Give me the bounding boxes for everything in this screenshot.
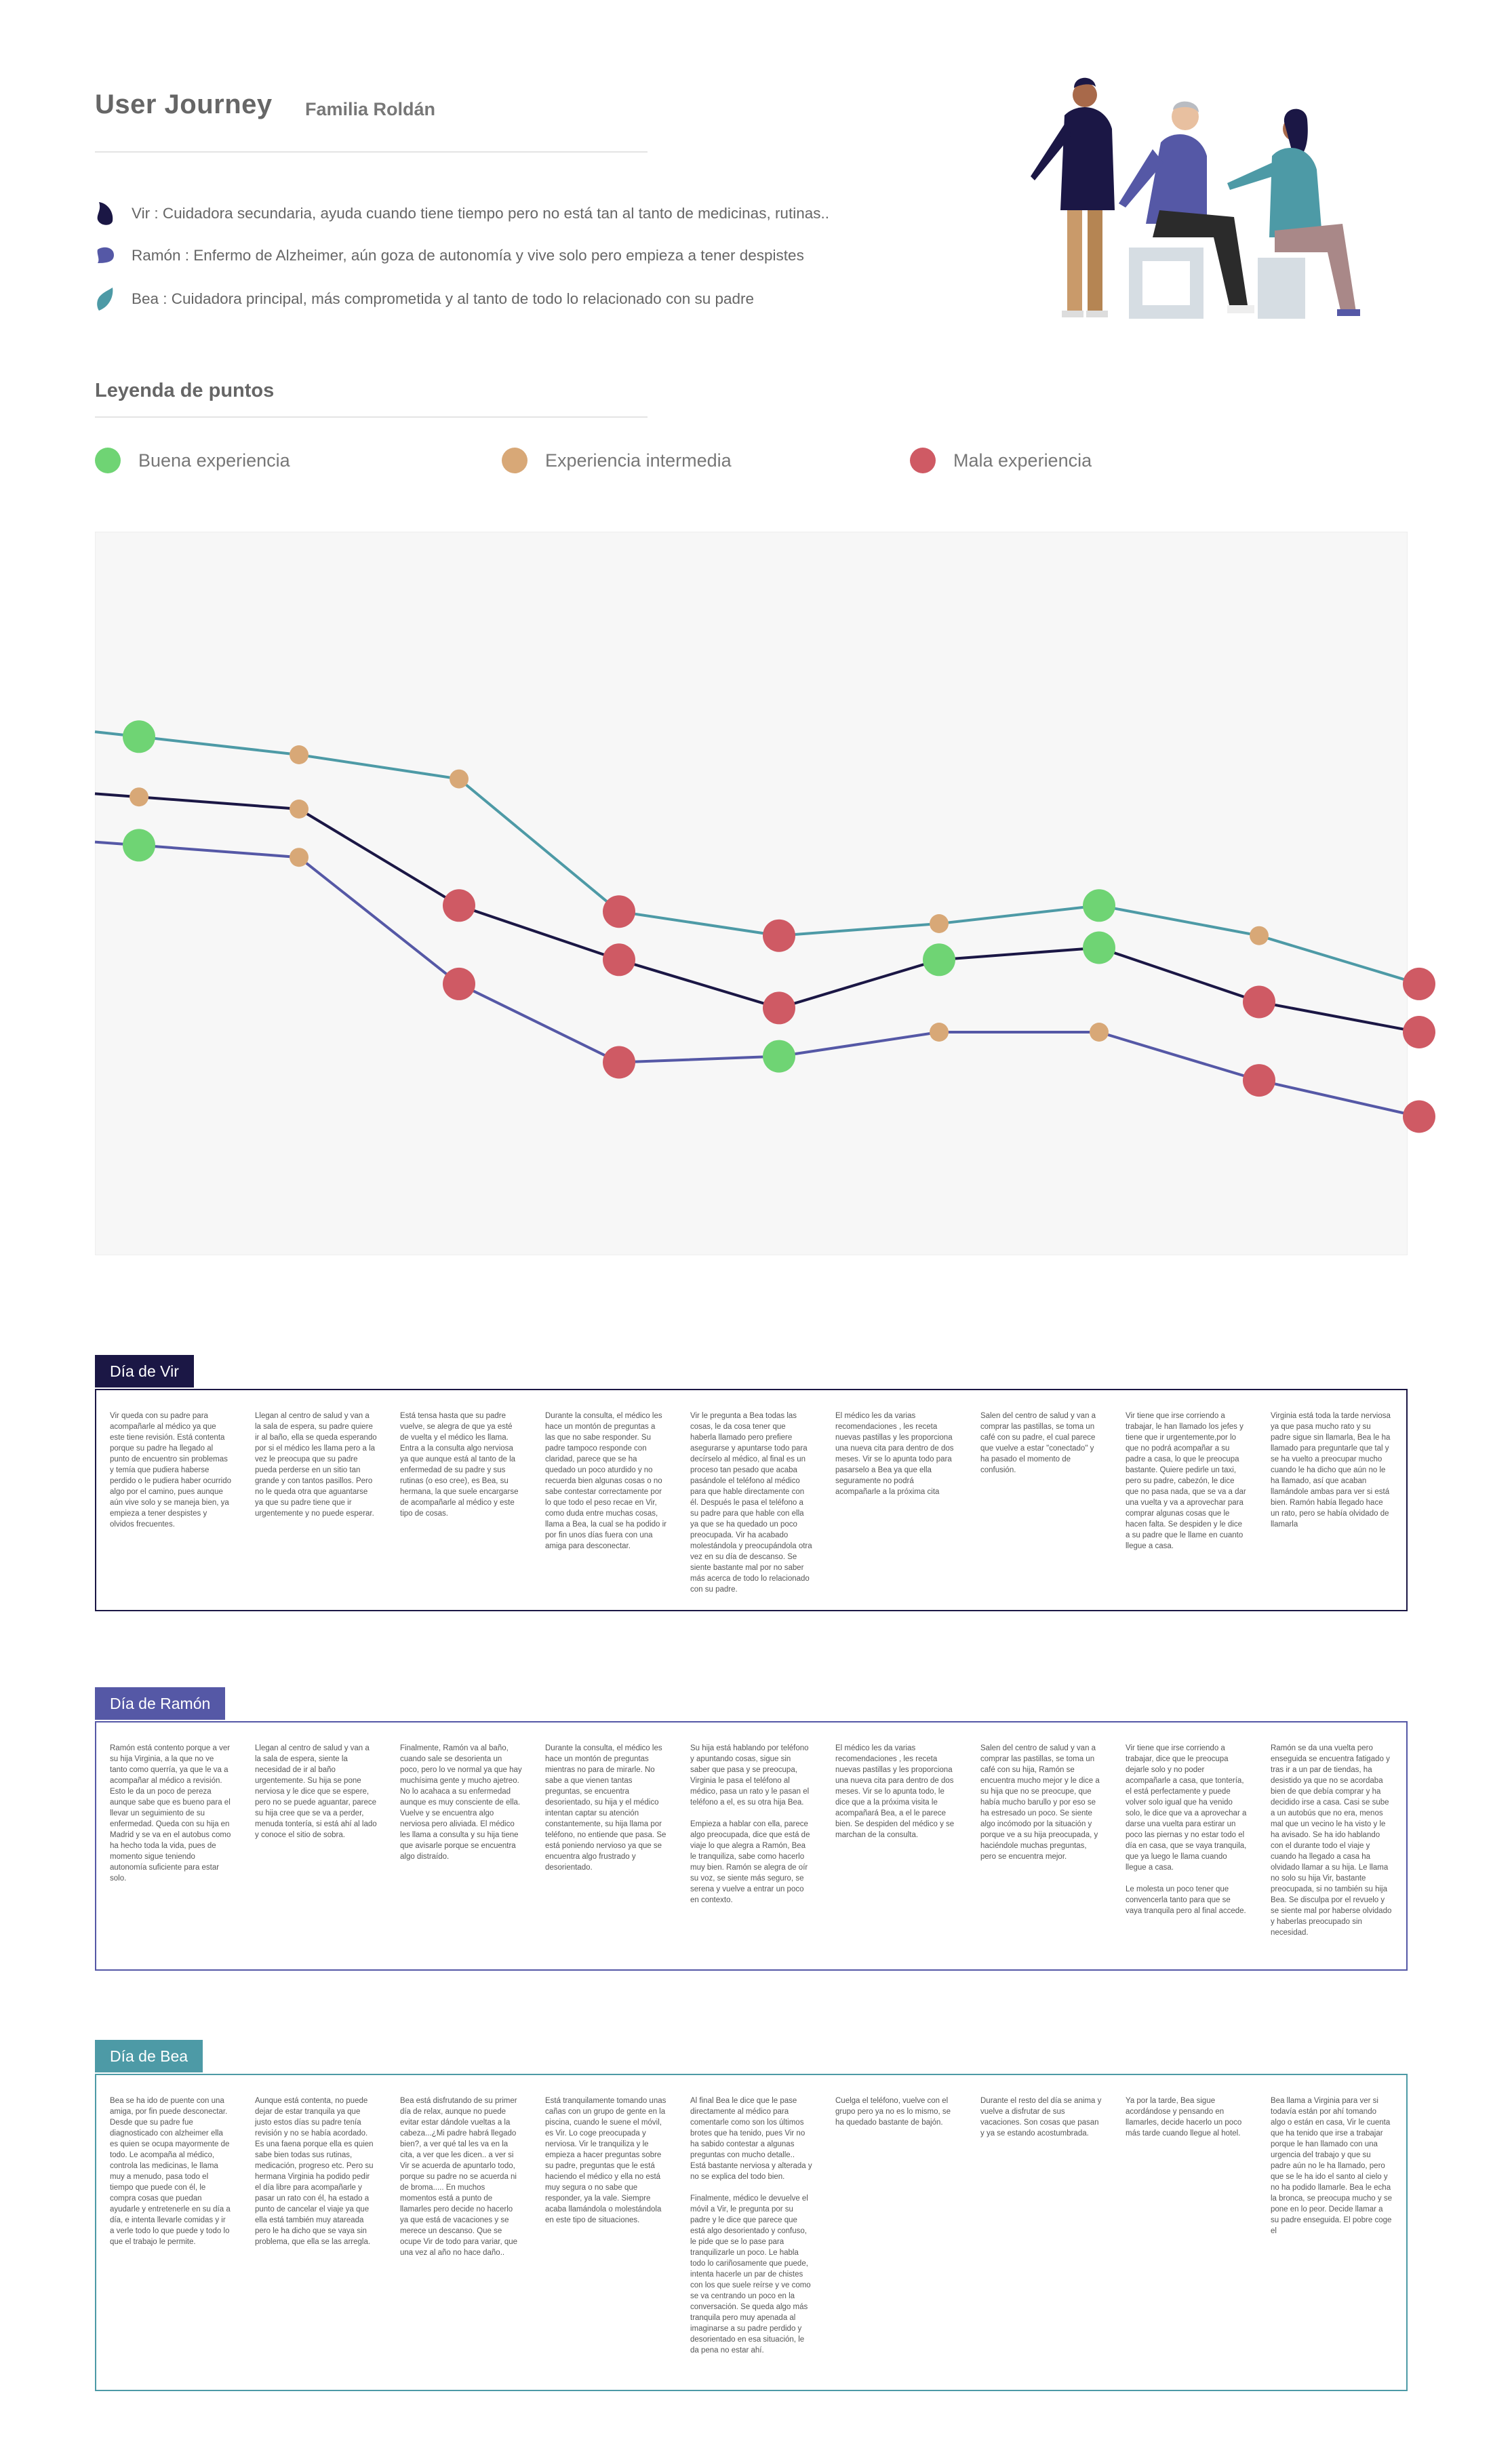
journey-step-text: Llegan al centro de salud y van a la sala de espera, siente la necesidad de ir al baño urgentemente. Su hija se pone nerviosa y le dice que se espere, pero no se puede aguantar, parece su hija cree que se va a perder, menuda tontería, si está ahí al lado y conoce el sitio de sobra. <box>255 1744 377 1839</box>
journey-point-2-7 <box>1243 1064 1275 1097</box>
journey-point-1-6 <box>1083 932 1115 964</box>
journey-step-text: Finalmente, Ramón va al baño, cuando sale se desorienta un poco, pero lo ve normal ya que hay muchísima gente y mucho ajetreo. No lo acahaca a su enfermedad aunque es muy consciente de ella. Vuelve y se encuentra algo nerviosa pero aliviada. El médico les llama a consulta y su hija tiene que avisarle porque se encuentra algo distraído. <box>400 1744 522 1861</box>
journey-step-text: Durante la consulta, el médico les hace un montón de preguntas mientras no para de mirarle. No sabe a que vienen tantas preguntas, se encuentra desorientado, su hija y el médico intentan captar su atención constantemente, su hija llama por teléfono, no entiende que pasa. Se está poniendo nervioso ya que se encuentra algo frustrado y desorientado. <box>545 1744 667 1872</box>
page-title: User Journey <box>95 90 273 119</box>
journey-point-2-5 <box>930 1023 949 1042</box>
journey-point-2-4 <box>763 1040 795 1073</box>
persona-vir-text: Vir : Cuidadora secundaria, ayuda cuando tiene tiempo pero no está tan al tanto de medicinas, rutinas.. <box>132 205 829 222</box>
section-dia-de-bea <box>95 2040 1408 2393</box>
section-dia-de-vir <box>95 1355 1408 1613</box>
journey-point-0-4 <box>763 920 795 952</box>
journey-step-text: Al final Bea le dice que le pase directamente al médico para comentarle como son los últimos brotes que ha tenido, pues Vir no ha sabido contestar a algunas preguntas con mucho detalle.. Está bastante nerviosa y alterada y no se explica del todo bien. Finalmente, médico le devuelve el móvil a Vir, le pregunta por su padre y le dice que parece que está algo desorientado y confuso, le pide que se lo pase para tranquilizarle un poco. Le habla todo lo cariñosamente que puede, intenta hacerle un par de chistes con los que suele reírse y ve como se va centrando un poco en la conversación. Se queda algo más tranquila pero muy apenada al imaginarse a su padre perdido y desorientado en esa situación, le da pena no estar ahí. <box>690 2097 812 2355</box>
section-box-vir <box>95 1389 1408 1611</box>
journey-step-text: Vir le pregunta a Bea todas las cosas, le da cosa tener que haberla llamado pero prefiere asegurarse y apuntarse todo para decírselo al médico, al final es un proceso tan pesado que acaba pasándole el teléfono al médico para que hable directamente con él. Después le pasa el teléfono a su padre para que hable con ella ya que se ha quedado un poco preocupada. Vir ha acabado molestándola y preocupándola otra vez en su día de descanso. Se siente bastante mal por no saber más acerca de todo lo relacionado con su padre. <box>690 1412 812 1594</box>
section-dia-de-ramon <box>95 1687 1408 1972</box>
journey-point-1-8 <box>1403 1016 1435 1048</box>
journey-point-2-2 <box>443 968 475 1000</box>
journey-step-text: Bea llama a Virginia para ver si todavía están por ahí tomando algo o están en casa, Vir le cuenta que ha tenido que irse a trabajar porque le han llamado con una urgencia del trabajo y que su padre aún no le ha llamado, pero que se le ha ido el santo al cielo y no ha podido llamarle. Bea le echa la bronca, se preocupa mucho y se pone en lo peor. Decide llamar a su padre enseguida. El pobre coge el <box>1271 2097 1392 2235</box>
journey-step-text: Virginia está toda la tarde nerviosa ya que pasa mucho rato y su padre sigue sin llamarla, Bea le ha llamado para preguntarle que tal y se ha vuelto a preocupar mucho cuando le ha dicho que aún no le ha llamado, así que acaban llamándole ambas para ver si está bien. Ramón había llegado hace un rato, pero se había olvidado de llamarla <box>1271 1412 1391 1529</box>
journey-step-text: Está tensa hasta que su padre vuelve, se alegra de que ya esté de vuelta y el médico les llama. Entra a la consulta algo nerviosa ya que aunque está al tanto de la enfermedad de su padre y sus rutinas (o eso cree), es Bea, su hermana, la que suele encargarse de acompañarle al médico y este tipo de cosas. <box>400 1412 519 1518</box>
section-box-ramon <box>95 1721 1408 1971</box>
journey-point-1-0 <box>130 787 148 806</box>
journey-step-text: Está tranquilamente tomando unas cañas con un grupo de gente en la piscina, cuando le suene el móvil, es Vir. Lo coge preocupada y nerviosa. Vir le tranquiliza y le empieza a hacer preguntas sobre su padre, preguntas que le está haciendo el médico y ella no está muy segura o no sabe que responder, ya la vale. Siempre acaba llamándola o molestándola en este tipo de situaciones. <box>545 2097 667 2224</box>
journey-point-0-5 <box>930 914 949 933</box>
persona-bea-text: Bea : Cuidadora principal, más comprometida y al tanto de todo lo relacionado con su padre <box>132 290 755 307</box>
tab-dia-de-ramon: Día de Ramón <box>95 1687 225 1720</box>
journey-point-0-6 <box>1083 889 1115 922</box>
journey-point-2-0 <box>123 829 155 861</box>
journey-step-text: El médico les da varias recomendaciones , les receta nuevas pastillas y les proporciona una nueva cita para dentro de dos meses. Vir se lo apunta todo, le dice que a la próxima visita le acompañará Bea, a el le parece bien. Se despiden del médico y se marchan de la consulta. <box>835 1744 955 1839</box>
journey-step-text: Ya por la tarde, Bea sigue acordándose y pensando en llamarles, decide hacerlo un poco más tarde cuando llegue al hotel. <box>1126 2097 1242 2138</box>
tab-dia-de-vir: Día de Vir <box>95 1355 194 1387</box>
journey-step-text: Vir tiene que irse corriendo a trabajar, le han llamado los jefes y tiene que ir urgentemente,por lo que no podrá acompañar a su padre a casa, lo que le preocupa bastante. Quiere pedirle un taxi, pero su padre, cabezón, le dice que no pasa nada, que se va a dar una vuelta y va a aprovechar para comprar algunas cosas que le hacen falta. Se despiden y le dice a su padre que le llame en cuanto llegue a casa. <box>1126 1412 1246 1550</box>
journey-step-text: Durante la consulta, el médico les hace un montón de preguntas a las que no sabe responder. Su padre tampoco responde con claridad, parece que se ha quedado un poco aturdido y no recuerda bien algunas cosas o no sabe contestar correctamente por lo que todo el peso recae en Vir, como duda entre muchas cosas, llama a Bea, la cual se ha podido ir por fin unos días fuera con una amiga para desconectar. <box>545 1412 667 1550</box>
journey-step-text: Salen del centro de salud y van a comprar las pastillas, se toma un café con su padre, el cual parece que vuelve a estar "conectado" y ha pasado el momento de confusión. <box>980 1412 1096 1474</box>
journey-point-2-3 <box>603 1046 635 1079</box>
journey-step-text: Su hija está hablando por teléfono y apuntando cosas, sigue sin saber que pasa y se preocupa, Virginia le pasa el teléfono al médico, pasa un rato y le pasan el teléfono a el, es su otra hija Bea. Empieza a hablar con ella, parece algo preocupada, dice que está de viaje lo que alegra a Ramón, Bea le tranquiliza, sabe como hacerlo muy bien. Ramón se alegra de oír su voz, se siente más seguro, se serena y vuelve a entrar un poco en contexto. <box>690 1744 810 1904</box>
legend-mid-label: Experiencia intermedia <box>545 450 732 471</box>
persona-ramon-text: Ramón : Enfermo de Alzheimer, aún goza de autonomía y vive solo pero empieza a tener despistes <box>132 247 804 264</box>
journey-point-0-1 <box>290 745 309 764</box>
journey-step-text: Salen del centro de salud y van a comprar las pastillas, se toma un café con su hija, Ramón se encuentra mucho mejor y le dice a su hija que no se preocupe, que había mucho barullo y por eso se ha estresado un poco. Se siente algo incómodo por la situación y porque ve a su hija preocupada, y haciéndole muchas preguntas, pero se encuentra mejor. <box>980 1744 1100 1861</box>
journey-step-text: Ramón se da una vuelta pero enseguida se encuentra fatigado y tras ir a un par de tiendas, ha desistido ya que no se acordaba bien de que debía comprar y ha decidido irse a casa. Casi se sube a un autobús que no era, menos mal que un vecino le ha visto y le ha avisado. Se ha ido hablando con el durante todo el viaje y cuando ha llegado a casa ha olvidado llamar a su hija. Le llama no solo su hija Vir, bastante preocupada, si no también su hija Bea. Se disculpa por el revuelo y se siente mal por haberse olvidado y haberlas preocupado sin necesidad. <box>1271 1744 1392 1937</box>
journey-step-text: Ramón está contento porque a ver su hija Virginia, a la que no ve tanto como querría, ya que le va a acompañar al médico a revisión. Esto le da un poco de pereza aunque sabe que es bueno para el llevar un seguimiento de su enfermedad. Queda con su hija en Madrid y se va en el autobus como ha hecho toda la vida, pues de momento sigue teniendo autonomía suficiente para estar solo. <box>110 1744 231 1883</box>
tab-dia-de-bea: Día de Bea <box>95 2040 203 2072</box>
journey-step-text: Cuelga el teléfono, vuelve con el grupo pero ya no es lo mismo, se ha quedado bastante de bajón. <box>835 2097 951 2127</box>
journey-point-2-6 <box>1090 1023 1109 1042</box>
journey-step-text: Bea se ha ido de puente con una amiga, por fin puede desconectar. Desde que su padre fue diagnosticado con alzheimer ella es quien se ocupa mayormente de todo. Le acompaña al médico, controla las medicinas, le llama muy a menudo, pasa todo el tiempo que puede con él, le compra cosas que puedan ayudarle y entretenerle en su día a día, e intenta llevarle comidas y ir a verle todo lo que puede y todo lo que el trabajo le permite. <box>110 2097 231 2246</box>
legend-title: Leyenda de puntos <box>95 380 275 401</box>
journey-point-0-0 <box>123 720 155 753</box>
journey-point-0-3 <box>603 895 635 928</box>
journey-step-text: Aunque está contenta, no puede dejar de estar tranquila ya que justo estos días su padre tenía revisión y no se había acordado. Es una faena porque ella es quien sabe bien todas sus rutinas, medicación, progreso etc. Pero su hermana Virginia ha podido pedir el día libre para acompañarle y pasar un rato con él, ha estado a punto de cancelar el viaje ya que ella está también muy atareada pero le ha dicho que se vaya sin problema, que ella se las arregla. <box>255 2097 374 2246</box>
journey-point-2-1 <box>290 848 309 867</box>
page-subtitle: Familia Roldán <box>305 99 436 119</box>
journey-point-0-8 <box>1403 968 1435 1000</box>
journey-step-text: Durante el resto del día se anima y vuelve a disfrutar de sus vacaciones. Son cosas que pasan y ya se estando acostumbrada. <box>980 2097 1102 2138</box>
legend-bad-label: Mala experiencia <box>953 450 1092 471</box>
journey-step-text: Vir tiene que irse corriendo a trabajar, dice que le preocupa dejarle solo y no poder acompañarle a casa, que tontería, el está perfectamente y puede volver solo igual que ha venido solo, le dice que va a aprovechar a darse una vuelta para estirar un poco las piernas y no estar todo el día en casa, que se vaya tranquila, que ya luego le llama cuando llegue a casa. Le molesta un poco tener que convencerla tanto para que se vaya tranquila pero al final accede. <box>1126 1744 1247 1915</box>
journey-step-text: El médico les da varias recomendaciones , les receta nuevas pastillas y les proporciona una nueva cita para dentro de dos meses. Vir se lo apunta todo para pasarselo a Bea ya que ella seguramente no podrá acompañarle a la próxima cita <box>835 1412 954 1496</box>
journey-point-0-2 <box>450 770 469 789</box>
journey-step-text: Bea está disfrutando de su primer día de relax, aunque no puede evitar estar dándole vueltas a la cabeza...¿Mi padre habrá llegado bien?, a ver qué tal les va en la cita, a ver que les dicen.. a ver si Vir se acuerda de apuntarlo todo, porque su padre no se acuerda ni de broma..... En muchos momentos está a punto de llamarles pero decide no hacerlo ya que está de vacaciones y se merece un descanso. Que se ocupe Vir de todo para variar, que una vez al año no hace daño.. <box>400 2097 518 2257</box>
journey-point-1-2 <box>443 889 475 922</box>
journey-point-1-7 <box>1243 986 1275 1019</box>
section-box-bea <box>95 2074 1408 2391</box>
journey-line-2 <box>95 842 1419 1117</box>
legend-good-label: Buena experiencia <box>138 450 290 471</box>
journey-point-1-1 <box>290 800 309 819</box>
journey-point-1-3 <box>603 943 635 976</box>
journey-line-1 <box>95 793 1419 1032</box>
journey-point-1-4 <box>763 991 795 1024</box>
journey-point-1-5 <box>923 943 955 976</box>
journey-point-0-7 <box>1250 926 1269 945</box>
journey-step-text: Llegan al centro de salud y van a la sala de espera, su padre quiere ir al baño, ella se queda esperando por si el médico les llama pero a la vez le preocupa que su padre pueda perderse en un sitio tan grande y con tantos pasillos. Pero no le queda otra que aguantarse ya que su padre tiene que ir urgentemente y no puede esperar. <box>255 1412 377 1518</box>
journey-step-text: Vir queda con su padre para acompañarle al médico ya que este tiene revisión. Está contenta porque su padre ha llegado al punto de encuentro sin problemas y temía que pudiera haberse perdido o le pudiera haber ocurrido algo por el camino, pues aunque aún vive solo y se maneja bien, ya empieza a tener despistes y olvidos frecuentes. <box>110 1412 232 1529</box>
journey-point-2-8 <box>1403 1101 1435 1133</box>
